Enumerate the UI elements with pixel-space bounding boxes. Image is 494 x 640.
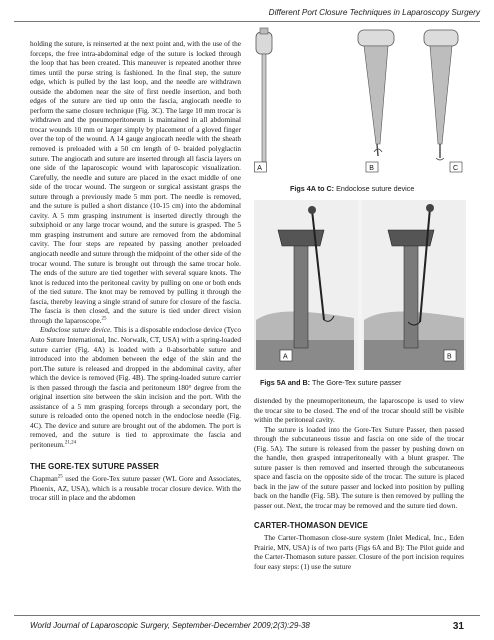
figure-4-image	[254, 26, 466, 176]
fig4-caption-text: Endoclose suture device	[336, 184, 415, 193]
figure-5-caption	[260, 378, 401, 387]
fig4-label-c: C	[453, 165, 459, 173]
chapman-name: Chapman	[30, 475, 58, 484]
footer-journal: World Journal of Laparoscopic Surgery, September-December 2009;2(3):29-38	[30, 621, 310, 630]
left-paragraph-2	[30, 326, 241, 450]
ref-25b: 25	[57, 474, 63, 480]
page-number: 31	[452, 621, 464, 632]
fig5-label-a: A	[283, 353, 288, 361]
fig4-caption-label: Figs 4A to C:	[290, 184, 335, 193]
left-p3-text: used the Gore-Tex suture passer (WL Gore and Associates, Phoenix, AZ, USA), which is a reusable trocar closure device. With the trocar still in place and the abdomen	[30, 475, 241, 503]
left-p2-text: This is a disposable endoclose device (Tyco Auto Suture International, Inc. Norwalk, CT, USA) with a spring-loaded suture carrier (Fig. 4A) is loaded with a 0-absorbable suture and introduced into the abdomen between the edge of the skin and the port.The suture is released and dropped in the abdominal cavity, after which the device is removed (Fig. 4B). The spring-loaded suture carrier is then passed through the fascia and peritoneum 180° degree from the original insertion site between the skin incision and the port. With the assistance of a 5 mm grasping forceps through a secondary port, the suture is reloaded onto the opened notch in the endoclose needle (Fig. 4C). The device and suture are brought out of the abdomen. The port is removed, and the suture is tied to approximate the fascia and peritoneum.	[30, 326, 241, 449]
ref-25: 25	[101, 316, 107, 322]
fig4-label-a: A	[257, 165, 262, 173]
fig4-panel-c	[424, 30, 458, 160]
right-paragraph-3: The Carter-Thomason close-sure system (Inlet Medical, Inc., Eden Prairie, MN, USA) is of two parts (Figs 6A and B): The Pilot guide and the Carter-Thomason suture passer. Closure of the port incision requires four easy steps: (1) use the suture	[254, 534, 464, 571]
fig5-caption-text: The Gore-Tex suture passer	[311, 378, 402, 387]
ref-21-24: 21,24	[64, 440, 77, 446]
fig4-panel-a	[256, 28, 272, 173]
section-heading-carter-thomason: CARTER-THOMASON DEVICE	[254, 520, 368, 530]
header-rule	[14, 21, 480, 22]
left-column	[30, 40, 241, 504]
fig5-panel-a	[254, 200, 358, 370]
footer-rule	[14, 615, 480, 616]
right-paragraph-2: The suture is loaded into the Gore-Tex Suture Passer, then passed through the subcutaneous tissue and fascia on one side of the trocar (Fig. 5A). The suture is released from the passer by pushing down on the handle, then grasped intraperitoneally with a blunt grasper. The suture passer is then removed and inserted through the subcutaneous space and fascia on the opposite side of the trocar. The suture is placed back in the jaw of the suture passer and locked into position by pulling back on the handle (Fig. 5B). The suture is then removed by pulling the passer out. Next, the trocar may be removed and the suture tied down.	[254, 425, 464, 511]
left-paragraph-1	[30, 40, 241, 326]
left-paragraph-3	[30, 475, 241, 504]
fig5-panel-b	[362, 200, 466, 370]
figure-4-caption	[290, 184, 414, 193]
fig5-label-b: B	[447, 353, 452, 361]
section-heading-gore-tex: THE GORE-TEX SUTURE PASSER	[30, 461, 159, 471]
fig4-label-b: B	[369, 165, 374, 173]
figure-5-image	[254, 200, 466, 370]
endoclose-lead: Endoclose suture device.	[40, 326, 113, 335]
fig5-caption-label: Figs 5A and B:	[260, 378, 311, 387]
right-paragraph-1: distended by the pneumoperitoneum, the laparoscope is used to view the trocar site to be closed. The end of the trocar should still be visible within the peritoneal cavity.	[254, 397, 464, 425]
right-column	[254, 397, 464, 572]
running-header: Different Port Closure Techniques in Laparoscopy Surgery	[268, 8, 480, 17]
left-p1-text: holding the suture, is reinserted at the next point and, with the use of the forceps, the free intra-abdominal edge of the suture is locked through the loop that has been created. This maneuver is repeated another three times until the purse string is fashioned. In the final step, the suture edge, which is pulled by the last loop, and the needle are withdrawn outside the abdomen near the site of first needle insertion, and both edges of the suture are tied up onto the fascia, angiocath needle to perform the same closure technique (Fig. 3C). The large 10 mm trocar is withdrawn and the pneumoperitoneum is maintained in all abdominal trocar wounds 10 mm or larger simply by placement of a gloved finger over the top of the wound. A 14 gauge angiocath needle with the sheath removed is preloaded with a 50 cm length of 0- braided polyglactin suture. The angiocath and suture are inserted through all fascia layers on one side of the laparoscopic wound with laparoscopic visualization. Carefully, the needle and suture are placed in the exact middle of one side of the trocar wound. The surgeon or surgical assistant grasps the suture through a previously made 5 mm port. The needle is removed, and the suture is pulled a short distance (10-15 cm) into the abdominal cavity. A 5 mm grasping instrument is inserted directly through the subxiphoid or any large trocar wound, and the suture is grasped. The 5 mm grasping instrument and suture are removed from the abdominal cavity. The four steps are repeated by passing another preloaded angiocath needle and suture through the midpoint of the other side of the trocar wound. The suture is brought out through the same trocar hole. The ends of the suture are tied together with several square knots. The knot is reduced into the peritoneal cavity by pulling on one or both ends of the tied suture. The knot may be removed by pulling it through the fascia, thereby leaving a single strand of suture for closure of the fascia. The fascia is then closed, and the suture is tied under direct vision through the laparoscope.	[30, 40, 241, 325]
